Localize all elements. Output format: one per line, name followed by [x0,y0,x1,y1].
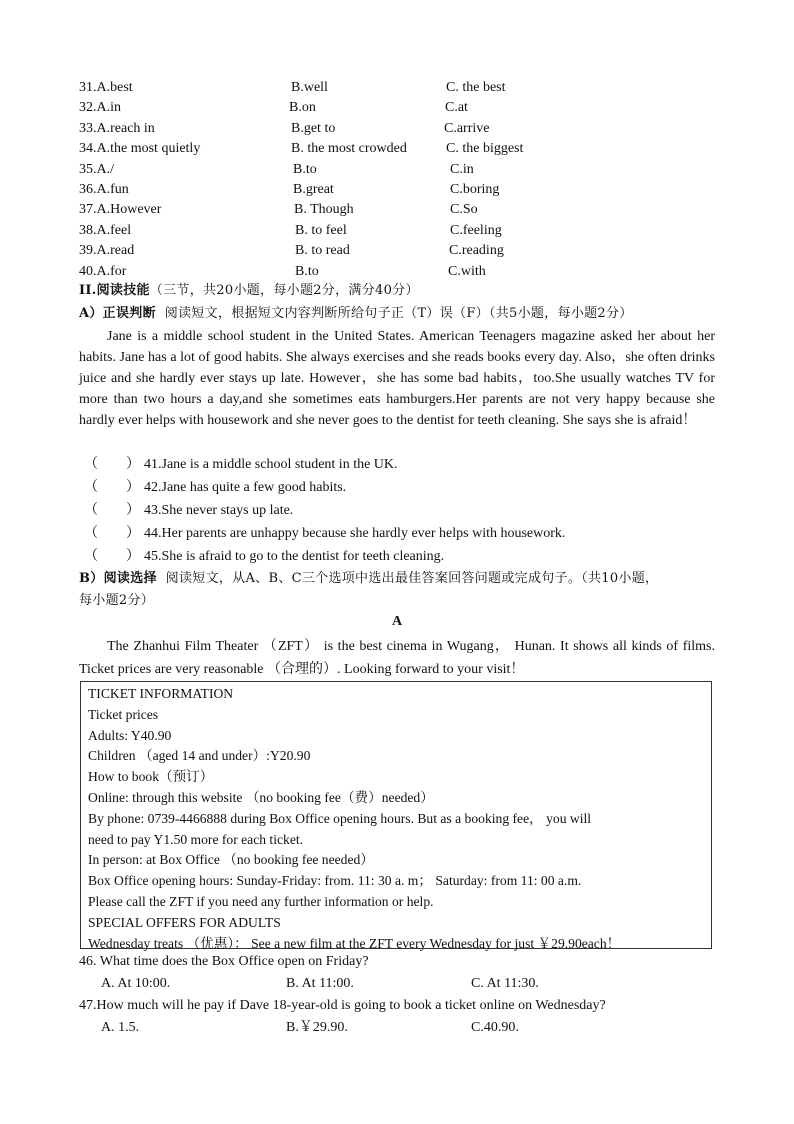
ticket-line: Box Office opening hours: Sunday-Friday: from. 11: 30 a. m； Saturday: from 11: 00 a.m. [88,873,582,889]
option-c: C.boring [450,181,500,197]
option-c: C.feeling [450,222,502,238]
part-a-heading [79,304,633,324]
tf-statement: 44.Her parents are unhappy because she hardly ever helps with housework. [144,526,566,541]
part-a-title: A）正误判断 [79,306,156,321]
passage-jane [79,326,715,431]
ticket-line: In person: at Box Office （no booking fee needed） [88,852,374,868]
option-c: C. the biggest [446,141,524,157]
tf-statement: 41.Jane is a middle school student in the UK. [144,457,398,472]
ticket-line: Online: through this website （no booking fee（费）needed） [88,789,434,805]
answer-blank[interactable]: （ ） [84,549,140,564]
option-a: 37.A.However [79,202,162,218]
option-a: 35.A./ [79,161,114,177]
ticket-info-box [80,681,712,949]
question-46-option-c[interactable]: C. At 11:30. [471,976,539,991]
option-a: 36.A.fun [79,181,129,197]
option-b: B. the most crowded [291,141,407,157]
option-a: 34.A.the most quietly [79,141,201,157]
ticket-line: Please call the ZFT if you need any further information or help. [88,893,434,909]
option-a: 32.A.in [79,100,121,116]
option-a: 40.A.for [79,263,127,279]
tf-item [84,522,684,545]
part-b-desc: 阅读短文，从A、B、C三个选项中选出最佳答案回答问题或完成句子。（共10小题， [165,571,659,586]
option-row [79,241,719,261]
ticket-line: Adults: Y40.90 [88,727,172,743]
true-false-list [84,453,684,568]
question-47-option-b[interactable]: B.￥29.90. [286,1020,348,1035]
ticket-line: How to book（预订） [88,769,214,785]
ticket-line: TICKET INFORMATION [88,686,234,701]
tf-statement: 45.She is afraid to go to the dentist for teeth cleaning. [144,549,445,564]
option-b: B. to read [295,243,350,259]
option-b: B.on [289,100,316,116]
tf-item [84,476,684,499]
part-b-desc-cont: 每小题2分） [79,593,155,608]
cloze-options [79,78,719,282]
answer-blank[interactable]: （ ） [84,480,140,495]
option-row [79,180,719,200]
tf-statement: 42.Jane has quite a few good habits. [144,480,347,495]
answer-blank[interactable]: （ ） [84,457,140,472]
tf-item [84,499,684,522]
cinema-intro [79,635,715,681]
ticket-line: Children （aged 14 and under）:Y20.90 [88,748,311,764]
ticket-line: By phone: 0739-4466888 during Box Office opening hours. But as a booking fee， you will [88,810,592,826]
option-a: 31.A.best [79,80,133,95]
option-c: C.at [445,100,468,116]
tf-item [84,453,684,476]
ticket-line: Wednesday treats （优惠）： See a new film at the ZFT every Wednesday for just ￥29.90each！ [88,935,621,951]
intro-text: The Zhanhui Film Theater （ZFT） is the best cinema in Wugang， Hunan. It shows all kinds of films. Ticket prices are very reasonable （合理的）. Looking forward to your visit！ [79,639,715,677]
question-46-option-a[interactable]: A. At 10:00. [101,976,171,991]
section-heading [79,281,419,301]
option-row [79,200,719,220]
answer-blank[interactable]: （ ） [84,526,140,541]
part-b-heading [79,569,658,589]
part-a-desc: 阅读短文，根据短文内容判断所给句子正（T）误（F）（共5小题，每小题2分） [164,306,633,321]
option-c: C.reading [449,243,504,259]
ticket-line: SPECIAL OFFERS FOR ADULTS [88,914,281,930]
ticket-line: need to pay Y1.50 more for each ticket. [88,831,304,847]
option-b: B.great [293,181,334,197]
option-row [79,160,719,180]
option-c: C. the best [446,80,506,95]
option-b: B.to [295,263,319,279]
option-b: B.to [293,161,317,177]
option-c: C.in [450,161,474,177]
tf-item [84,545,684,568]
option-b: B. to feel [295,222,347,238]
option-c: C.So [450,202,478,218]
section-title: II.阅读技能 [79,283,150,298]
option-b: B.get to [291,120,336,136]
option-row [79,119,719,139]
tf-statement: 43.She never stays up late. [144,503,294,518]
option-row [79,78,719,98]
question-47-option-c[interactable]: C.40.90. [471,1020,519,1035]
passage-label: A [391,614,403,629]
option-row [79,139,719,159]
option-a: 39.A.read [79,243,135,259]
option-a: 38.A.feel [79,222,132,238]
question-47: 47.How much will he pay if Dave 18-year-old is going to book a ticket online on Wednesday? [79,998,606,1013]
question-47-option-a[interactable]: A. 1.5. [101,1020,140,1035]
option-b: B.well [291,80,328,95]
option-c: C.with [448,263,486,279]
question-46-option-b[interactable]: B. At 11:00. [286,976,354,991]
option-c: C.arrive [444,120,490,136]
ticket-line: Ticket prices [88,706,159,722]
section-desc: （三节，共20小题，每小题2分，满分40分） [149,283,419,298]
passage-text: Jane is a middle school student in the United States. American Teenagers magazine asked her about her habits. Jane has a lot of good habits. She always exercises and she reads books every day. Also，she often drinks juice and she hardly ever stays up late. However，she has some bad habits，too.She usually watches TV for more than two hours a day,and she sometimes eats hamburgers.Her parents are not very happy because she hardly ever helps with housework and she never goes to the dentist for teeth cleaning. She says she is afraid！ [79,329,715,428]
option-row [79,98,719,118]
option-a: 33.A.reach in [79,120,155,136]
answer-blank[interactable]: （ ） [84,503,140,518]
option-row [79,262,719,282]
question-46: 46. What time does the Box Office open on Friday? [79,954,369,969]
option-b: B. Though [294,202,354,218]
part-b-title: B）阅读选择 [79,571,157,586]
option-row [79,221,719,241]
